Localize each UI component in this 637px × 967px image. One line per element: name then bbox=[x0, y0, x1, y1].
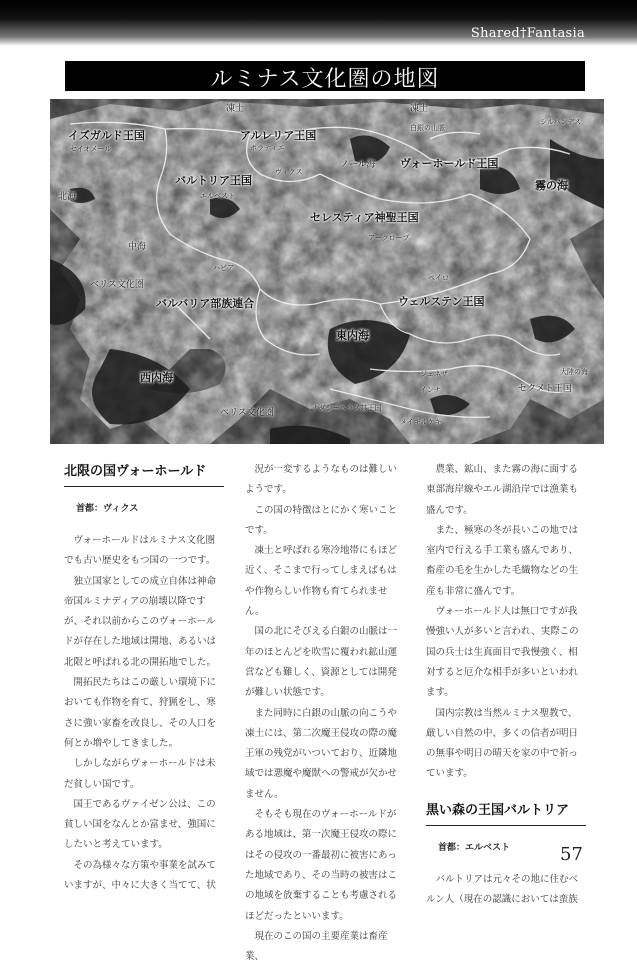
page-number: 57 bbox=[560, 844, 583, 865]
title-bar bbox=[65, 61, 585, 91]
map-label: ウェルステン王国 bbox=[398, 295, 485, 308]
capital-baltria: 首都：エルベスト bbox=[438, 842, 511, 853]
paragraph: 凍土と呼ばれる寒冷地帯にもほど近く、そこまで行ってしまえばもはや作物らしい作物も育てられません。 bbox=[245, 545, 398, 618]
map-label: 霧の海 bbox=[535, 179, 568, 192]
baltria-paragraph: バルトリアは元々その地に住むベルン人（現在の認識においては蛮族 bbox=[426, 873, 579, 906]
map-label: インナ bbox=[420, 386, 441, 394]
map-label: アークロープ bbox=[368, 234, 410, 242]
map-label: ヴィクス bbox=[275, 168, 303, 176]
article-column-2 bbox=[245, 460, 405, 967]
paragraph: 況が一変するようなものは難しいようです。 bbox=[245, 464, 398, 496]
map-label: ジェネザ bbox=[420, 370, 448, 378]
map-label: ナダシーヘラス共王国 bbox=[312, 404, 382, 412]
paragraph: そもそも現在のヴォーホールドがある地域は、第一次魔王侵攻の際にはその侵攻の一番最初に被害にあった地域であり、その当時の被害はこの地域を放棄することも考慮されるほどだったといいます。 bbox=[245, 809, 398, 922]
article-column-3 bbox=[426, 460, 586, 910]
paragraph: ヴォーホールドはルミナス文化圏でも古い歴史をもつ国の一つです。 bbox=[64, 535, 216, 567]
map-label: 大陸の海 bbox=[560, 368, 588, 376]
map-label: 西内海 bbox=[140, 371, 173, 384]
paragraph: この国の特徴はとにかく寒いことです。 bbox=[245, 504, 398, 536]
paragraph: また、極寒の冬が長いこの地では室内で行える手工業も盛んであり、畜産の毛を生かした毛織物などの生産も非常に盛んです。 bbox=[426, 524, 579, 597]
map-label: セイオメール bbox=[70, 145, 112, 153]
paragraph: 国の北にそびえる白銀の山脈は一年のほとんどを吹雪に覆われ鉱山運営なども難しく、資源としては開発が難しい状態です。 bbox=[245, 626, 398, 699]
map-label: 中海 bbox=[128, 242, 147, 252]
map-label: ペリス文化圏 bbox=[220, 408, 274, 418]
column-3-body bbox=[426, 460, 586, 785]
brand-text: Shared†Fantasia bbox=[470, 26, 585, 41]
map-label: バルバリア部族連合 bbox=[156, 297, 255, 310]
map-label: 凍土 bbox=[226, 104, 245, 114]
map-label: 凍土 bbox=[410, 104, 429, 114]
paragraph: 独立国家としての成立自体は神命帝国ルミナディアの崩壊以降ですが、それ以前からこのヴォーホールドが存在した地域は開地、あるいは北限と呼ばれる北の開拓地でした。 bbox=[64, 575, 217, 668]
map-label: セクメト王国 bbox=[518, 384, 572, 394]
map-label: ヴォーホールド王国 bbox=[400, 157, 499, 170]
paragraph: その為様々な方策や事業を試みていますが、中々に大きく当てて、状 bbox=[64, 859, 217, 892]
column-2-body bbox=[245, 460, 405, 967]
paragraph: 現在のこの国の主要産業は畜産業、 bbox=[245, 930, 388, 963]
paragraph: また同時に白銀の山脈の向こうや凍土には、第二次魔王侵攻の際の魔王軍の残党がいついており、近隣地域では悪魔や魔獣への警戒が欠かせません。 bbox=[245, 707, 398, 800]
paragraph: しかしながらヴォーホールドは未だ貧しい国です。 bbox=[64, 758, 216, 790]
map-label: イズガルド王国 bbox=[68, 129, 145, 142]
page-title: ルミナス文化圏の地図 bbox=[210, 67, 440, 92]
map-label: ペイロ bbox=[428, 274, 449, 282]
map-label: ノール海 bbox=[340, 160, 376, 170]
map-label: セレスティア神聖王国 bbox=[310, 211, 419, 224]
map-label: バルトリア王国 bbox=[175, 174, 252, 187]
paragraph: 国王であるヴァイゼン公は、この貧しい国をなんとか富ませ、強国にしたいと考えています。 bbox=[64, 798, 216, 851]
map-label: ベリス文化圏 bbox=[90, 280, 144, 290]
paragraph: 開拓民たちはこの厳しい環境下においても作物を育て、狩猟をし、寒さに強い家畜を改良し、その人口を何とか増やしてきました。 bbox=[64, 677, 217, 749]
map-label: アルレリア王国 bbox=[240, 129, 317, 142]
paragraph: ヴォーホールド人は無口ですが我慢強い人が多いと言われ、実際この国の兵士は生真面目で我慢強く、相対すると厄介な相手が多いといわれます。 bbox=[426, 606, 579, 699]
article-column-1 bbox=[64, 460, 224, 896]
map-label: エルベスト bbox=[200, 192, 235, 200]
map-label: 東内海 bbox=[336, 329, 369, 342]
section-title-baltria: 黒い森の王国バルトリア bbox=[426, 799, 586, 826]
paragraph: 農業、鉱山、また霧の海に面する東部海岸線やエル湖沿岸では漁業も盛んです。 bbox=[426, 464, 579, 516]
map-label: ハビア bbox=[213, 264, 234, 272]
column-1-body bbox=[64, 531, 224, 896]
paragraph: 国内宗教は当然ルミナス聖教で、厳しい自然の中、多くの信者が明日の無事や明日の晴天を家の中で祈っています。 bbox=[426, 707, 579, 780]
map-label: メイギルケキ bbox=[400, 418, 442, 426]
capital-vohold: 首都：ヴィクス bbox=[76, 504, 139, 514]
map-label: ボラティエ bbox=[250, 144, 285, 152]
map-label: シルバンデス bbox=[540, 118, 582, 126]
map-label: 白銀の山脈 bbox=[410, 124, 445, 132]
map-label: 北海 bbox=[58, 192, 77, 202]
map-image bbox=[50, 99, 604, 444]
section-title-vohold: 北限の国ヴォーホールド bbox=[64, 460, 224, 487]
